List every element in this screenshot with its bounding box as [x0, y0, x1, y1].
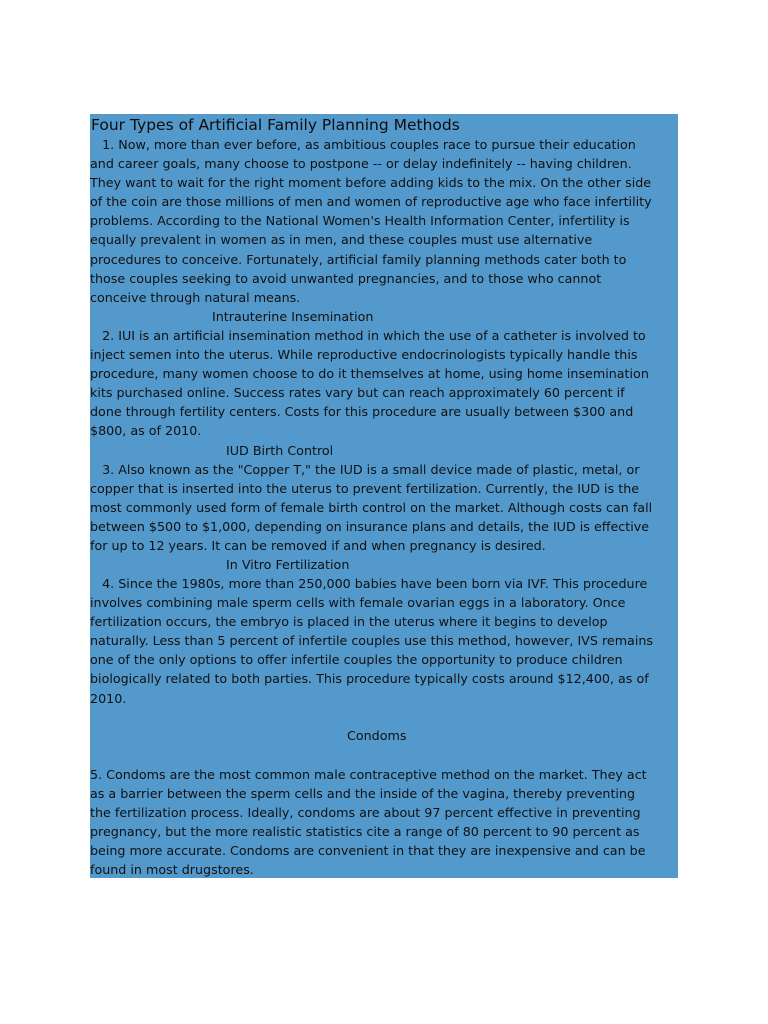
paragraph-line: 3. Also known as the "Copper T," the IUD is a small device made of plastic, metal, or — [90, 462, 640, 477]
heading-condoms: Condoms — [347, 728, 407, 743]
paragraph-line: between $500 to $1,000, depending on insurance plans and details, the IUD is effective — [90, 519, 650, 535]
paragraph-line: one of the only options to offer infertile couples the opportunity to produce children — [90, 652, 623, 668]
paragraph-2 — [90, 326, 680, 441]
paragraph-1 — [90, 135, 680, 307]
paragraph-line: copper that is inserted into the uterus to prevent fertilization. Currently, the IUD is the — [90, 481, 640, 497]
heading-intrauterine-insemination: Intrauterine Insemination — [212, 309, 374, 324]
paragraph-line: for up to 12 years. It can be removed if and when pregnancy is desired. — [90, 538, 546, 554]
paragraph-line: naturally. Less than 5 percent of infertile couples use this method, however, IVS remains — [90, 633, 654, 649]
document-panel — [90, 114, 678, 878]
paragraph-line: and career goals, many choose to postpone -- or delay indefinitely -- having children. — [90, 156, 632, 172]
paragraph-line: $800, as of 2010. — [90, 423, 202, 439]
paragraph-line: equally prevalent in women as in men, and these couples must use alternative — [90, 232, 593, 248]
paragraph-line: 5. Condoms are the most common male contraceptive method on the market. They act — [90, 767, 647, 782]
paragraph-line: They want to wait for the right moment before adding kids to the mix. On the other side — [90, 175, 652, 191]
paragraph-line: biologically related to both parties. This procedure typically costs around $12,400, as of — [90, 671, 649, 687]
paragraph-line: those couples seeking to avoid unwanted pregnancies, and to those who cannot — [90, 270, 602, 286]
paragraph-line: conceive through natural means. — [90, 289, 301, 305]
document-title: Four Types of Artificial Family Planning Methods — [91, 116, 460, 134]
paragraph-line: the fertilization process. Ideally, condoms are about 97 percent effective in preventing — [90, 805, 641, 821]
paragraph-line: involves combining male sperm cells with female ovarian eggs in a laboratory. Once — [90, 595, 626, 611]
paragraph-line: of the coin are those millions of men and women of reproductive age who face infertility — [90, 194, 652, 210]
paragraph-line: pregnancy, but the more realistic statistics cite a range of 80 percent to 90 percent as — [90, 824, 640, 840]
paragraph-line: 2. IUI is an artificial insemination method in which the use of a catheter is involved to — [90, 328, 646, 343]
paragraph-3 — [90, 460, 680, 555]
paragraph-line: 1. Now, more than ever before, as ambitious couples race to pursue their education — [90, 137, 636, 152]
paragraph-line: kits purchased online. Success rates vary but can reach approximately 60 percent if — [90, 385, 625, 401]
paragraph-5 — [90, 765, 680, 880]
paragraph-line: being more accurate. Condoms are convenient in that they are inexpensive and can be — [90, 843, 646, 859]
paragraph-line: 4. Since the 1980s, more than 250,000 babies have been born via IVF. This procedure — [90, 576, 648, 591]
paragraph-line: procedure, many women choose to do it themselves at home, using home insemination — [90, 366, 649, 382]
paragraph-line: problems. According to the National Women's Health Information Center, infertility is — [90, 213, 630, 229]
paragraph-line: found in most drugstores. — [90, 862, 254, 878]
heading-iud-birth-control: IUD Birth Control — [226, 443, 334, 458]
paragraph-line: most commonly used form of female birth control on the market. Although costs can fall — [90, 500, 653, 516]
paragraph-line: fertilization occurs, the embryo is placed in the uterus where it begins to develop — [90, 614, 608, 630]
paragraph-line: 2010. — [90, 690, 127, 706]
paragraph-line: as a barrier between the sperm cells and the inside of the vagina, thereby preventing — [90, 786, 636, 802]
paragraph-line: done through fertility centers. Costs for this procedure are usually between $300 and — [90, 404, 634, 420]
paragraph-line: procedures to conceive. Fortunately, artificial family planning methods cater both to — [90, 251, 627, 267]
paragraph-4 — [90, 574, 680, 708]
paragraph-line: inject semen into the uterus. While reproductive endocrinologists typically handle this — [90, 347, 638, 363]
heading-in-vitro-fertilization: In Vitro Fertilization — [226, 557, 350, 572]
